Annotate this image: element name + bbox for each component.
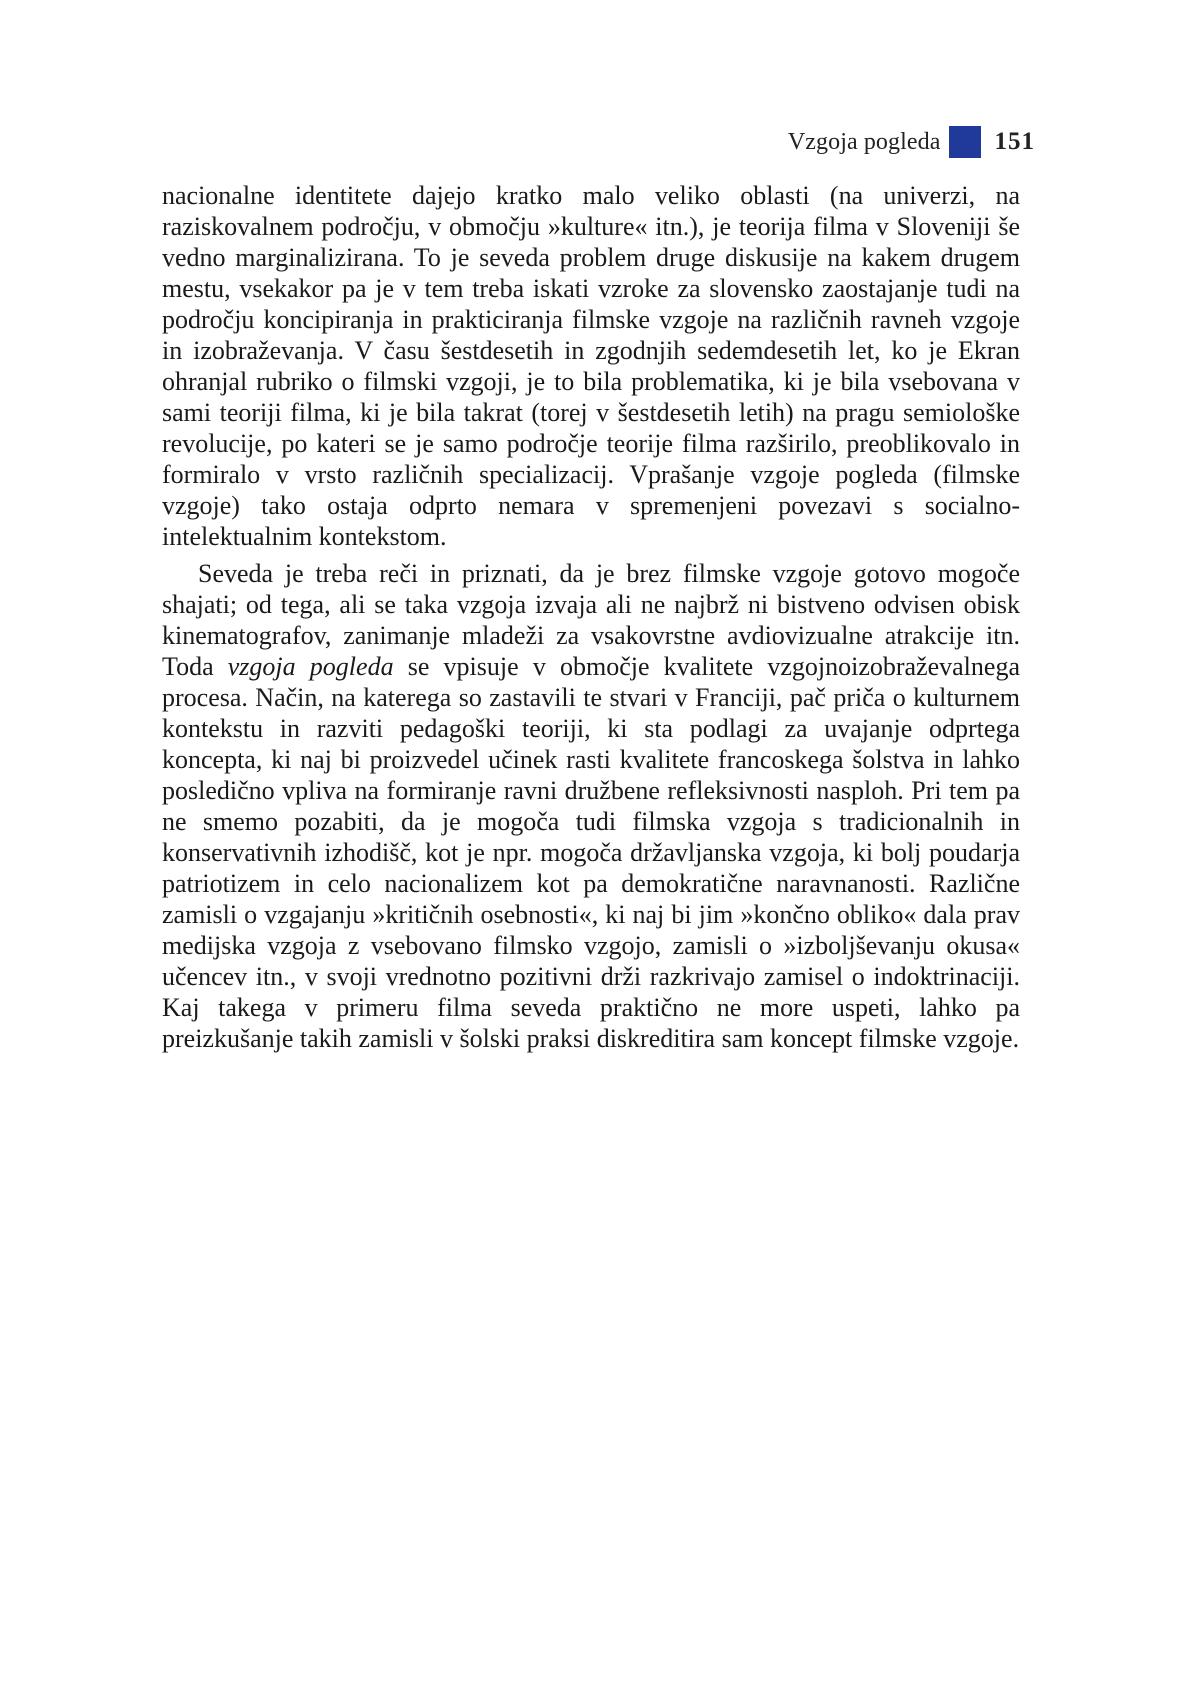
page-number: 151 — [994, 128, 1035, 155]
paragraph-2-part-1: Seveda je treba reči in priznati, da je brez filmske vzgoje gotovo mogoče shajati; od tega, ali se taka vzgoja izvaja ali ne najbrž ni bistveno odvisen obisk kinematografov, zanimanje mladeži za vsakovrstne avdiovizualne atrakcije itn. Toda — [162, 559, 1020, 681]
paragraph-1: nacionalne identitete dajejo kratko malo veliko oblasti (na univerzi, na raziskovalnem področju, v območju »kulture« itn.), je teorija filma v Sloveniji še vedno marginalizirana. To je seveda problem druge diskusije na kakem drugem mestu, vsekakor pa je v tem treba iskati vzroke za slovensko zaostajanje tudi na področju koncipiranja in prakticiranja filmske vzgoje na različnih ravneh vzgoje in izobraževanja. V času šestdesetih in zgodnjih sedemdesetih let, ko je Ekran ohranjal rubriko o filmski vzgoji, je to bila problematika, ki je bila vsebovana v sami teoriji filma, ki je bila takrat (torej v šestdesetih letih) na pragu semiološke revolucije, po kateri se je samo področje teorije filma razširilo, preoblikovalo in formiralo v vrsto različnih specializacij. Vprašanje vzgoje pogleda (filmske vzgoje) tako ostaja odprto nemara v spremenjeni povezavi s socialno-intelektualnim kontekstom. — [162, 181, 1020, 551]
body-text — [162, 180, 1020, 1054]
running-head — [788, 124, 1035, 160]
paragraph-2 — [162, 558, 1020, 1054]
italic-term: vzgoja pogleda — [227, 652, 394, 681]
paragraph-2-part-2: se vpisuje v območje kvalitete vzgojnoizobraževalnega procesa. Način, na katerega so zastavili te stvari v Franciji, pač priča o kulturnem kontekstu in razviti pedagoški teoriji, ki sta podlagi za uvajanje odprtega koncepta, ki naj bi proizvedel učinek rasti kvalitete francoskega šolstva in lahko posledično vpliva na formiranje ravni družbene refleksivnosti nasploh. Pri tem pa ne smemo pozabiti, da je mogoča tudi filmska vzgoja s tradicionalnih in konservativnih izhodišč, kot je npr. mogoča državljanska vzgoja, ki bolj poudarja patriotizem in celo nacionalizem kot pa demokratične naravnanosti. Različne zamisli o vzgajanju »kritičnih osebnosti«, ki naj bi jim »končno obliko« dala prav medijska vzgoja z vsebovano filmsko vzgojo, zamisli o »izboljševanju okusa« učencev itn., v svoji vrednotno pozitivni drži razkrivajo zamisel o indoktrinaciji. Kaj takega v primeru filma seveda praktično ne more uspeti, lahko pa preizkušanje takih zamisli v šolski praksi diskreditira sam koncept filmske vzgoje. — [162, 652, 1020, 1053]
accent-square — [949, 126, 981, 158]
running-title: Vzgoja pogleda — [787, 128, 941, 155]
